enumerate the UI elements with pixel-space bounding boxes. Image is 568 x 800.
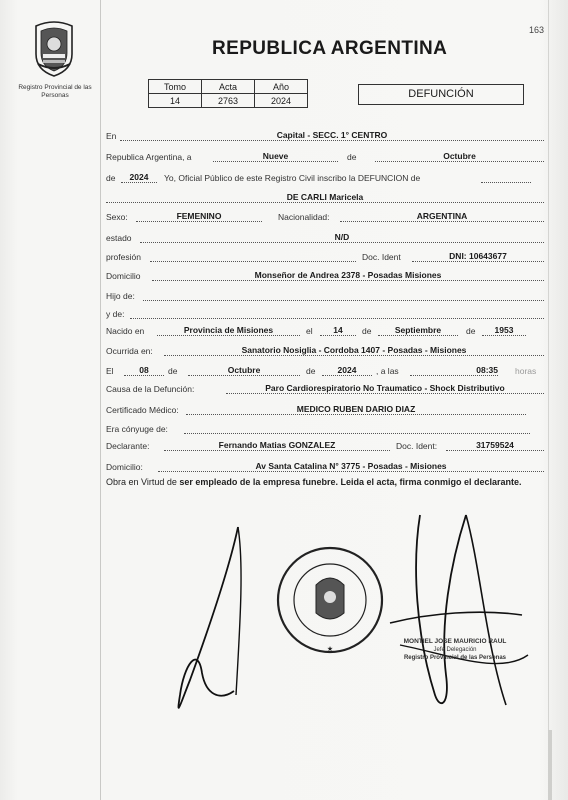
value-declarant-address: Av Santa Catalina N° 3775 - Posadas - Misiones <box>255 461 447 471</box>
dotted-line <box>410 375 498 376</box>
dotted-line <box>164 355 544 356</box>
dotted-line <box>412 261 544 262</box>
label-de: de <box>362 326 372 336</box>
dotted-line <box>143 300 544 301</box>
record-value-row <box>149 94 308 108</box>
row-sex-nationality <box>0 209 568 225</box>
row-y-de <box>0 306 568 322</box>
closing-text: ser empleado de la empresa funebre. Leida el acta, firma conmigo el declarante. <box>179 477 522 487</box>
value-doc-ident: DNI: 10643677 <box>449 251 507 261</box>
dotted-line <box>136 221 262 222</box>
dotted-line <box>152 280 544 281</box>
label-ocurrida: Ocurrida en: <box>106 346 153 356</box>
official-round-stamp-icon <box>278 548 382 653</box>
value-nacionalidad: ARGENTINA <box>416 211 468 221</box>
record-value-tomo: 14 <box>149 94 202 108</box>
dotted-line <box>130 318 544 319</box>
label-de: de <box>106 173 116 183</box>
dotted-line <box>124 375 164 376</box>
label-doc-ident: Doc. Ident <box>362 252 401 262</box>
dotted-line <box>320 335 356 336</box>
dotted-line <box>157 335 300 336</box>
label-estado: estado <box>106 233 132 243</box>
label-y-de: y de: <box>106 309 125 319</box>
record-header-tomo: Tomo <box>149 80 202 94</box>
dotted-line <box>150 261 356 262</box>
registry-caption: Registro Provincial de las Personas <box>18 84 92 99</box>
svg-text:★: ★ <box>326 646 334 653</box>
value-cause: Paro Cardiorespiratorio No Traumatico - Shock Distributivo <box>265 383 505 393</box>
value-death-month: Octubre <box>227 365 261 375</box>
edge-shadow <box>548 730 552 800</box>
label-hijo: Hijo de: <box>106 291 135 301</box>
row-deceased <box>0 190 568 206</box>
dotted-line <box>164 450 390 451</box>
label-de: de <box>168 366 178 376</box>
dotted-line <box>481 182 531 183</box>
label-nacido: Nacido en <box>106 326 145 336</box>
value-declarant-doc: 31759524 <box>476 440 514 450</box>
margin-rule <box>100 0 101 800</box>
label-certificado: Certificado Médico: <box>106 405 179 415</box>
value-birth-day: 14 <box>333 325 343 335</box>
record-header-ano: Año <box>255 80 308 94</box>
row-death-date <box>0 363 568 379</box>
dotted-line <box>188 375 300 376</box>
label-el: El <box>106 366 114 376</box>
row-declarant-address <box>0 459 568 475</box>
record-header-row <box>149 80 308 94</box>
dotted-line <box>158 471 544 472</box>
closing-statement <box>106 475 544 489</box>
label-profesion: profesión <box>106 252 141 262</box>
value-sexo: FEMENINO <box>176 211 222 221</box>
row-certificate <box>0 402 568 418</box>
row-spouse <box>0 421 568 437</box>
row-cause <box>0 381 568 397</box>
label-de: de <box>306 366 316 376</box>
value-death-time: 08:35 <box>476 365 498 375</box>
value-birth-year: 1953 <box>494 325 514 335</box>
label-sexo: Sexo: <box>106 212 128 222</box>
dotted-line <box>378 335 458 336</box>
value-certificate: MEDICO RUBEN DARIO DIAZ <box>296 404 416 414</box>
record-header-acta: Acta <box>202 80 255 94</box>
label-doc-ident: Doc. Ident: <box>396 441 438 451</box>
provincial-seal-icon <box>30 18 78 78</box>
label-en: En <box>106 131 117 141</box>
dotted-line <box>226 393 544 394</box>
signer-name: MONTIEL JOSE MAURICIO RAUL <box>403 638 507 645</box>
closing-prefix: Obra en Virtud de <box>106 477 177 487</box>
value-death-year: 2024 <box>337 365 357 375</box>
dotted-line <box>186 414 526 415</box>
label-el: el <box>306 326 313 336</box>
value-domicilio: Monseñor de Andrea 2378 - Posadas Misiones <box>254 270 442 280</box>
row-profession-doc <box>0 249 568 265</box>
dotted-line <box>106 202 544 203</box>
label-declarante: Declarante: <box>106 441 150 451</box>
record-table <box>148 79 308 108</box>
dotted-line <box>446 450 544 451</box>
row-death-place <box>0 343 568 359</box>
value-birth-place: Provincia de Misiones <box>183 325 274 335</box>
row-domicilio <box>0 268 568 284</box>
label-conyuge: Era cónyuge de: <box>106 424 168 434</box>
row-year <box>0 170 568 186</box>
label-de: de <box>347 152 357 162</box>
row-estado <box>0 230 568 246</box>
value-location: Capital - SECC. 1° CENTRO <box>276 130 388 140</box>
label-inscribo: Yo, Oficial Público de este Registro Civil inscribo la DEFUNCION de <box>164 173 421 183</box>
label-horas: horas <box>515 366 537 376</box>
label-domicilio: Domicilio <box>106 271 141 281</box>
document-type-box: DEFUNCIÓN <box>358 84 524 105</box>
label-causa: Causa de la Defunción: <box>106 384 195 394</box>
value-year: 2024 <box>129 172 149 182</box>
signer-organization: Registro Provincial de las Personas <box>403 655 507 661</box>
record-value-ano: 2024 <box>255 94 308 108</box>
signer-block <box>395 638 515 662</box>
page-title: REPUBLICA ARGENTINA <box>212 38 448 59</box>
signatures-and-stamp <box>150 505 548 735</box>
value-estado: N/D <box>334 232 350 242</box>
row-declarant <box>0 438 568 454</box>
dotted-line <box>140 242 544 243</box>
right-rule <box>548 0 549 800</box>
dotted-line <box>375 161 544 162</box>
row-birth <box>0 323 568 339</box>
value-day: Nueve <box>262 151 289 161</box>
row-hijo <box>0 288 568 304</box>
signature-declarant <box>178 527 238 708</box>
label-nacionalidad: Nacionalidad: <box>278 212 330 222</box>
dotted-line <box>121 182 157 183</box>
label-republica: Republica Argentina, a <box>106 152 192 162</box>
dotted-line <box>120 140 544 141</box>
value-death-day: 08 <box>139 365 149 375</box>
value-declarant: Fernando Matias GONZALEZ <box>218 440 336 450</box>
dotted-line <box>213 161 338 162</box>
dotted-line <box>482 335 526 336</box>
value-birth-month: Septiembre <box>394 325 442 335</box>
dotted-line <box>184 433 530 434</box>
row-location <box>0 128 568 144</box>
signer-role: Jefe Delegación <box>433 647 477 653</box>
page-number: 163 <box>528 25 544 35</box>
label-domicilio: Domicilio: <box>106 462 143 472</box>
value-month: Octubre <box>443 151 476 161</box>
value-deceased-name: DE CARLI Maricela <box>286 192 364 202</box>
row-date <box>0 149 568 165</box>
label-de: de <box>466 326 476 336</box>
dotted-line <box>340 221 544 222</box>
label-a-las: , a las <box>376 366 399 376</box>
signature-official <box>416 515 466 703</box>
value-death-place: Sanatorio Nosiglia - Cordoba 1407 - Posadas - Misiones <box>241 345 467 355</box>
dotted-line <box>322 375 372 376</box>
record-value-acta: 2763 <box>202 94 255 108</box>
